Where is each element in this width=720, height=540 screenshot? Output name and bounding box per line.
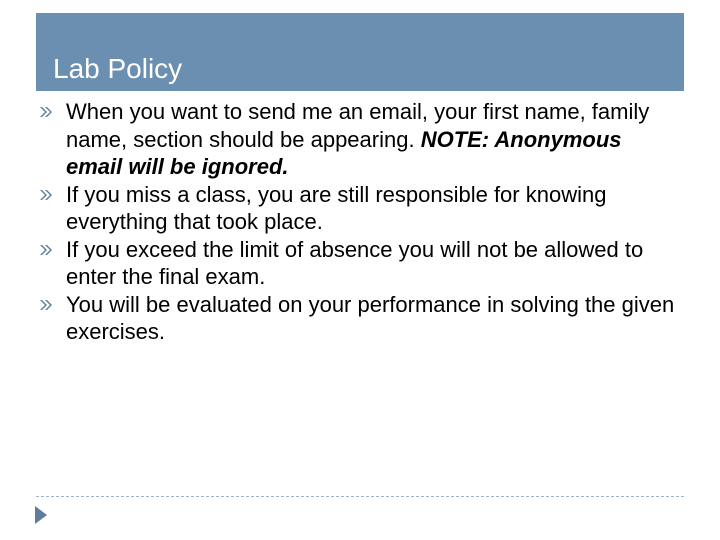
bullet-item-absence-limit	[36, 236, 676, 291]
chevron-bullet-icon	[40, 107, 52, 117]
title-bar	[36, 13, 684, 91]
bullet-item-evaluation	[36, 291, 676, 346]
bullet-text: If you miss a class, you are still responsible for knowing everything that took place.	[66, 181, 607, 234]
bullet-item-email	[36, 98, 676, 181]
bullet-text: You will be evaluated on your performance in solving the given exercises.	[66, 291, 675, 344]
chevron-bullet-icon	[40, 300, 52, 310]
bullet-text: When you want to send me an email, your first name, family name, section should be appearing.	[66, 99, 650, 152]
footer-divider	[36, 496, 684, 497]
bullet-item-missed-class	[36, 181, 676, 236]
bullet-text: If you exceed the limit of absence you will not be allowed to enter the final exam.	[66, 236, 644, 289]
bullet-note: NOTE: Anonymous email will be ignored.	[66, 126, 622, 179]
chevron-bullet-icon	[40, 245, 52, 255]
chevron-bullet-icon	[40, 190, 52, 200]
triangle-right-icon	[34, 505, 48, 525]
slide-title: Lab Policy	[53, 53, 183, 84]
policy-bullet-list	[36, 98, 676, 346]
